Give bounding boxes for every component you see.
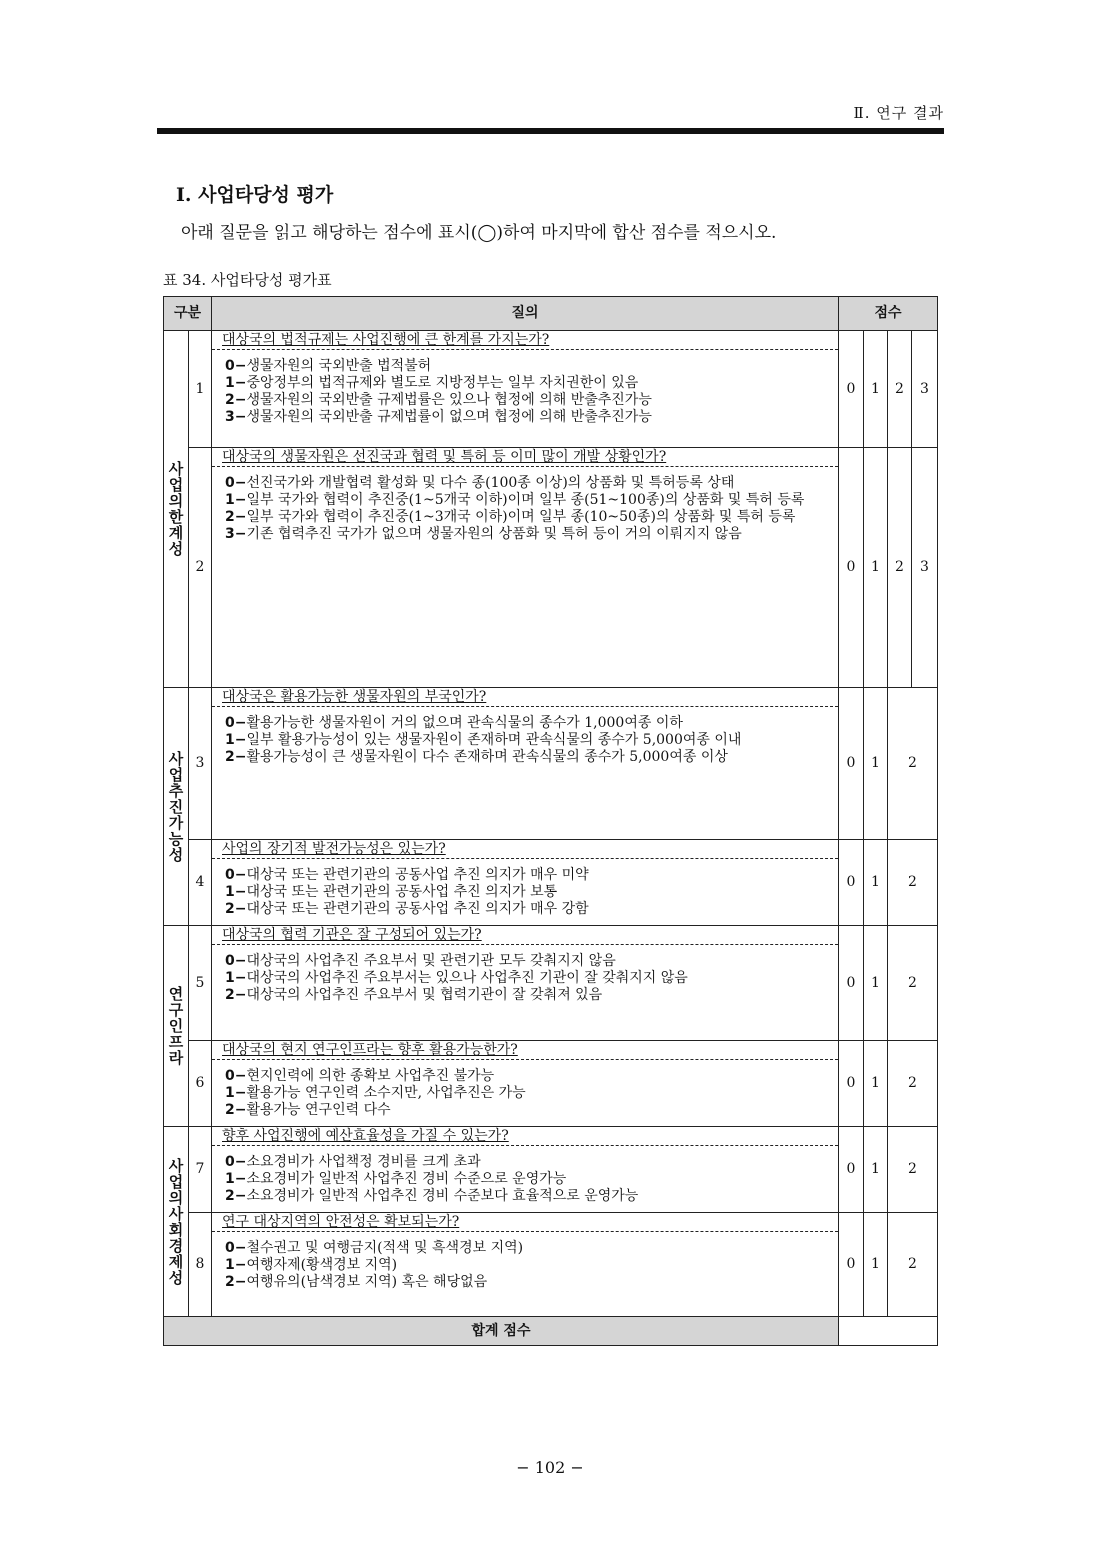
option-text: 대상국의 사업추진 주요부서 및 협력기관이 잘 갖춰져 있음 xyxy=(246,987,603,1003)
option-item xyxy=(225,1188,836,1205)
score-2[interactable]: 2 xyxy=(888,331,912,448)
option-item xyxy=(225,1171,836,1188)
category-char: 의 xyxy=(168,492,184,510)
option-text: 여행유의(남색경보 지역) 혹은 해당없음 xyxy=(246,1274,488,1290)
option-text: 생물자원의 국외반출 규제법률이 없으며 협정에 의해 반출추진가능 xyxy=(246,409,652,425)
evaluation-table xyxy=(163,296,938,1346)
option-text: 선진국가와 개발협력 활성화 및 다수 종(100종 이상)의 상품화 및 특허등록 상태 xyxy=(246,475,735,491)
option-item xyxy=(225,1274,836,1291)
option-item xyxy=(225,492,836,509)
score-2[interactable]: 2 xyxy=(888,1127,938,1213)
category-char: 사 xyxy=(168,1204,184,1223)
option-score-key: 1− xyxy=(225,1171,247,1187)
option-score-key: 2− xyxy=(225,749,247,765)
option-score-key: 1− xyxy=(225,970,247,986)
option-item xyxy=(225,715,836,732)
category-char: 연 xyxy=(168,985,184,1003)
option-score-key: 1− xyxy=(225,732,247,748)
section-title: Ⅰ. 사업타당성 평가 xyxy=(176,184,334,206)
option-text: 생물자원의 국외반출 규제법률은 있으나 협정에 의해 반출추진가능 xyxy=(246,392,652,408)
category-char: 라 xyxy=(168,1049,184,1067)
option-text: 대상국 또는 관련기관의 공동사업 추진 의지가 매우 강함 xyxy=(246,901,589,917)
option-text: 기존 협력추진 국가가 없으며 생물자원의 상품화 및 특허 등이 거의 이뤄지지 않음 xyxy=(246,526,742,542)
score-1[interactable]: 1 xyxy=(864,840,888,926)
question-cell xyxy=(212,688,839,840)
category-char: 능 xyxy=(168,829,184,848)
option-score-key: 1− xyxy=(225,884,247,900)
option-text: 여행자제(황색경보 지역) xyxy=(246,1257,398,1273)
category-char: 업 xyxy=(168,1172,184,1191)
option-text: 대상국의 사업추진 주요부서는 있으나 사업추진 기관이 잘 갖춰지지 않음 xyxy=(246,970,688,986)
question-cell xyxy=(212,926,839,1041)
option-text: 일부 국가와 협력이 추진중(1~5개국 이하)이며 일부 종(51~100종)의 상품화 및 특허 등록 xyxy=(246,492,805,508)
score-2[interactable]: 2 xyxy=(888,688,938,840)
option-item xyxy=(225,358,836,375)
option-score-key: 2− xyxy=(225,901,247,917)
row-number: 4 xyxy=(189,840,212,926)
option-score-key: 0− xyxy=(225,1154,247,1170)
option-list xyxy=(212,1146,838,1205)
option-item xyxy=(225,1068,836,1085)
category-cell xyxy=(164,688,189,926)
score-0[interactable]: 0 xyxy=(839,448,864,688)
table-row xyxy=(164,331,938,448)
option-list xyxy=(212,859,838,918)
question-cell xyxy=(212,448,839,688)
table-row xyxy=(164,688,938,840)
option-item xyxy=(225,375,836,392)
instruction-text: 아래 질문을 읽고 해당하는 점수에 표시(◯)하여 마지막에 합산 점수를 적으시오. xyxy=(181,223,777,243)
question-text: 대상국의 법적규제는 사업진행에 큰 한계를 가지는가? xyxy=(212,331,838,350)
option-item xyxy=(225,409,836,426)
score-0[interactable]: 0 xyxy=(839,688,864,840)
option-score-key: 0− xyxy=(225,715,247,731)
score-0[interactable]: 0 xyxy=(839,1041,864,1127)
option-item xyxy=(225,392,836,409)
score-1[interactable]: 1 xyxy=(864,331,888,448)
option-list xyxy=(212,707,838,766)
question-cell xyxy=(212,1213,839,1317)
category-char: 업 xyxy=(168,476,184,494)
option-list xyxy=(212,467,838,543)
score-0[interactable]: 0 xyxy=(839,1213,864,1317)
option-item xyxy=(225,970,836,987)
score-3[interactable]: 3 xyxy=(912,331,938,448)
category-char: 가 xyxy=(168,813,184,832)
option-text: 소요경비가 일반적 사업추진 경비 수준으로 운영가능 xyxy=(246,1171,567,1187)
option-score-key: 2− xyxy=(225,392,247,408)
option-score-key: 2− xyxy=(225,987,247,1003)
category-char: 프 xyxy=(168,1033,184,1051)
category-char: 경 xyxy=(168,1236,184,1255)
option-text: 생물자원의 국외반출 법적불허 xyxy=(246,358,432,374)
option-score-key: 0− xyxy=(225,953,247,969)
table-row xyxy=(164,448,938,688)
question-cell xyxy=(212,331,839,448)
option-text: 활용가능 연구인력 다수 xyxy=(246,1102,391,1118)
option-list xyxy=(212,945,838,1004)
option-text: 중앙정부의 법적규제와 별도로 지방정부는 일부 자치권한이 있음 xyxy=(246,375,639,391)
table-row xyxy=(164,840,938,926)
category-cell xyxy=(164,1127,189,1317)
row-number: 7 xyxy=(189,1127,212,1213)
option-text: 대상국 또는 관련기관의 공동사업 추진 의지가 매우 미약 xyxy=(246,867,589,883)
option-item xyxy=(225,1154,836,1171)
option-score-key: 2− xyxy=(225,509,247,525)
option-list xyxy=(212,1060,838,1119)
row-number: 8 xyxy=(189,1213,212,1317)
option-score-key: 0− xyxy=(225,358,247,374)
option-item xyxy=(225,1085,836,1102)
row-number: 2 xyxy=(189,448,212,688)
table-caption: 표 34. 사업타당성 평가표 xyxy=(163,271,332,289)
question-text: 대상국의 현지 연구인프라는 향후 활용가능한가? xyxy=(212,1041,838,1060)
category-char: 진 xyxy=(168,797,184,816)
question-text: 대상국은 활용가능한 생물자원의 부국인가? xyxy=(212,688,838,707)
score-2[interactable]: 2 xyxy=(888,448,912,688)
option-score-key: 3− xyxy=(225,526,247,542)
row-number: 5 xyxy=(189,926,212,1041)
option-score-key: 1− xyxy=(225,492,247,508)
option-score-key: 1− xyxy=(225,375,247,391)
question-cell xyxy=(212,840,839,926)
score-0[interactable]: 0 xyxy=(839,840,864,926)
score-1[interactable]: 1 xyxy=(864,926,888,1041)
category-char: 구 xyxy=(168,1001,184,1019)
table-header-row xyxy=(164,297,938,331)
option-item xyxy=(225,867,836,884)
header-question: 질의 xyxy=(212,297,839,331)
option-score-key: 2− xyxy=(225,1102,247,1118)
page-number: − 102 − xyxy=(516,1458,584,1477)
score-0[interactable]: 0 xyxy=(839,1127,864,1213)
option-score-key: 3− xyxy=(225,409,247,425)
option-text: 활용가능한 생물자원이 거의 없으며 관속식물의 종수가 1,000여종 이하 xyxy=(246,715,683,731)
category-cell xyxy=(164,331,189,688)
table-row xyxy=(164,926,938,1041)
option-score-key: 0− xyxy=(225,867,247,883)
total-score-field[interactable] xyxy=(839,1317,938,1346)
option-item xyxy=(225,475,836,492)
category-char: 성 xyxy=(168,845,184,864)
option-item xyxy=(225,749,836,766)
option-text: 대상국 또는 관련기관의 공동사업 추진 의지가 보통 xyxy=(246,884,558,900)
category-char: 업 xyxy=(168,765,184,784)
option-score-key: 1− xyxy=(225,1085,247,1101)
option-score-key: 0− xyxy=(225,1240,247,1256)
question-text: 연구 대상지역의 안전성은 확보되는가? xyxy=(212,1213,838,1232)
option-text: 소요경비가 일반적 사업추진 경비 수준보다 효율적으로 운영가능 xyxy=(246,1188,639,1204)
option-score-key: 1− xyxy=(225,1257,247,1273)
category-char: 사 xyxy=(168,749,184,768)
question-text: 대상국의 생물자원은 선진국과 협력 및 특허 등 이미 많이 개발 상황인가? xyxy=(212,448,838,467)
score-1[interactable]: 1 xyxy=(864,1213,888,1317)
option-text: 철수권고 및 여행금지(적색 및 흑색경보 지역) xyxy=(246,1240,524,1256)
table-row xyxy=(164,1041,938,1127)
option-text: 소요경비가 사업책정 경비를 크게 초과 xyxy=(246,1154,481,1170)
question-text: 사업의 장기적 발전가능성은 있는가? xyxy=(212,840,838,859)
running-head: Ⅱ. 연구 결과 xyxy=(853,104,944,122)
question-text: 향후 사업진행에 예산효율성을 가질 수 있는가? xyxy=(212,1127,838,1146)
score-3[interactable]: 3 xyxy=(912,448,938,688)
header-score: 점수 xyxy=(839,297,938,331)
category-char: 성 xyxy=(168,1268,184,1287)
category-cell xyxy=(164,926,189,1127)
category-char: 인 xyxy=(168,1017,184,1035)
row-number: 6 xyxy=(189,1041,212,1127)
row-number: 1 xyxy=(189,331,212,448)
score-2[interactable]: 2 xyxy=(888,926,938,1041)
question-text: 대상국의 협력 기관은 잘 구성되어 있는가? xyxy=(212,926,838,945)
option-text: 현지인력에 의한 종확보 사업추진 불가능 xyxy=(246,1068,495,1084)
category-char: 제 xyxy=(168,1252,184,1271)
option-list xyxy=(212,1232,838,1291)
option-item xyxy=(225,732,836,749)
option-score-key: 2− xyxy=(225,1274,247,1290)
category-char: 의 xyxy=(168,1188,184,1207)
row-number: 3 xyxy=(189,688,212,840)
score-0[interactable]: 0 xyxy=(839,331,864,448)
option-score-key: 0− xyxy=(225,1068,247,1084)
total-label: 합계 점수 xyxy=(164,1317,839,1346)
header-rule xyxy=(157,128,944,134)
score-1[interactable]: 1 xyxy=(864,448,888,688)
category-char: 계 xyxy=(168,524,184,542)
option-item xyxy=(225,953,836,970)
option-score-key: 2− xyxy=(225,1188,247,1204)
score-1[interactable]: 1 xyxy=(864,1127,888,1213)
option-text: 활용가능성이 큰 생물자원이 다수 존재하며 관속식물의 종수가 5,000여종 이상 xyxy=(246,749,728,765)
score-2[interactable]: 2 xyxy=(888,1213,938,1317)
score-2[interactable]: 2 xyxy=(888,1041,938,1127)
option-text: 일부 국가와 협력이 추진중(1~3개국 이하)이며 일부 종(10~50종)의 상품화 및 특허 등록 xyxy=(246,509,796,525)
table-row xyxy=(164,1213,938,1317)
header-category: 구분 xyxy=(164,297,212,331)
category-char: 추 xyxy=(168,781,184,800)
score-1[interactable]: 1 xyxy=(864,688,888,840)
option-item xyxy=(225,509,836,526)
score-2[interactable]: 2 xyxy=(888,840,938,926)
option-item xyxy=(225,884,836,901)
category-char: 성 xyxy=(168,540,184,558)
option-item xyxy=(225,987,836,1004)
score-1[interactable]: 1 xyxy=(864,1041,888,1127)
table-row xyxy=(164,1127,938,1213)
option-score-key: 0− xyxy=(225,475,247,491)
category-char: 사 xyxy=(168,460,184,478)
option-list xyxy=(212,350,838,426)
question-cell xyxy=(212,1127,839,1213)
score-0[interactable]: 0 xyxy=(839,926,864,1041)
option-item xyxy=(225,1102,836,1119)
question-cell xyxy=(212,1041,839,1127)
option-item xyxy=(225,1240,836,1257)
total-row xyxy=(164,1317,938,1346)
category-char: 회 xyxy=(168,1220,184,1239)
option-text: 대상국의 사업추진 주요부서 및 관련기관 모두 갖춰지지 않음 xyxy=(246,953,616,969)
option-item xyxy=(225,526,836,543)
option-item xyxy=(225,901,836,918)
category-char: 한 xyxy=(168,508,184,526)
option-text: 일부 활용가능성이 있는 생물자원이 존재하며 관속식물의 종수가 5,000여종 이내 xyxy=(246,732,742,748)
option-text: 활용가능 연구인력 소수지만, 사업추진은 가능 xyxy=(246,1085,526,1101)
option-item xyxy=(225,1257,836,1274)
category-char: 사 xyxy=(168,1156,184,1175)
